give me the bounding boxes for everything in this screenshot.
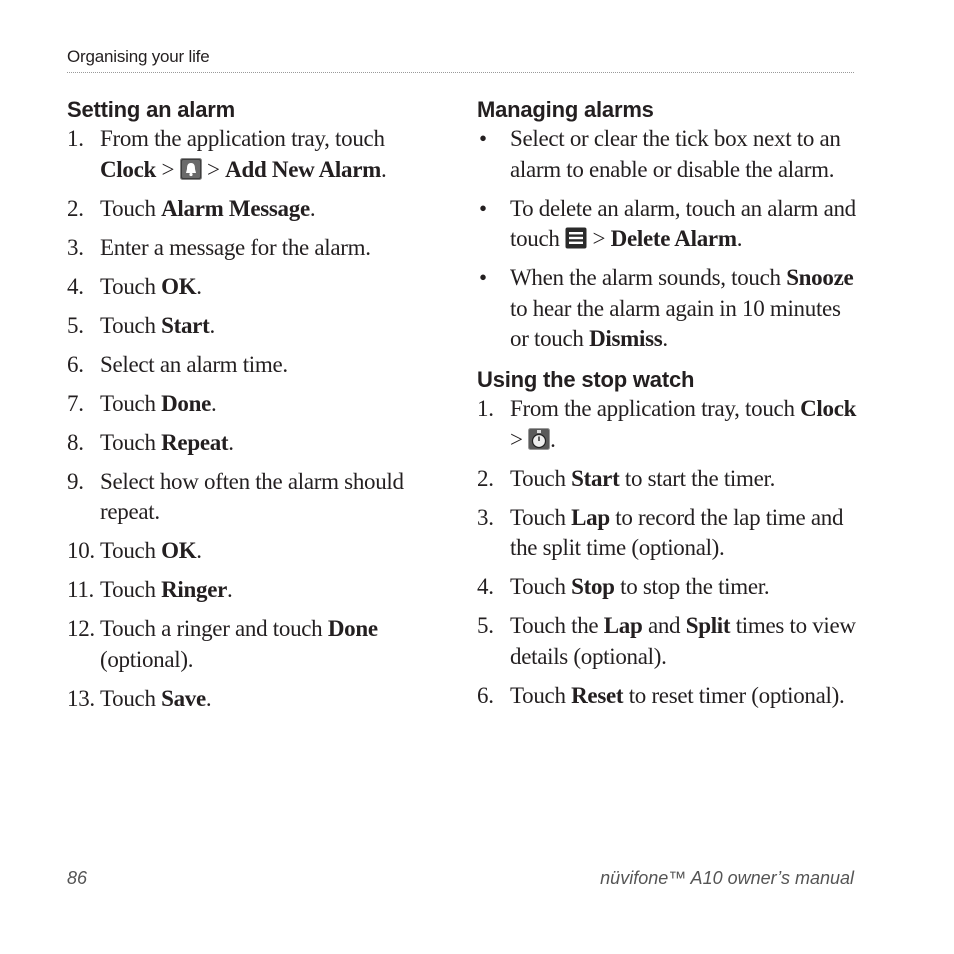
stop-watch-steps — [477, 394, 857, 711]
header-divider — [67, 72, 854, 73]
list-item — [477, 503, 857, 564]
step-bold: Done — [327, 616, 378, 641]
step-text: Select an alarm time. — [100, 351, 288, 377]
step-text: Touch — [510, 682, 572, 708]
running-header: Organising your life — [67, 47, 210, 66]
managing-alarms-heading: Managing alarms — [477, 97, 654, 122]
setting-alarm-steps — [67, 124, 437, 714]
list-item — [477, 394, 857, 455]
step-text: Touch — [100, 429, 162, 455]
bullet: • — [479, 195, 487, 221]
step-text: . — [381, 156, 387, 182]
step-bold: Alarm Message — [161, 195, 310, 221]
step-text: > — [510, 426, 529, 452]
bullet-text: . — [662, 326, 668, 351]
step-bold: Save — [161, 685, 206, 711]
step-text: From the application tray, touch — [510, 396, 801, 421]
step-number: 13. — [67, 685, 95, 711]
step-number: 5. — [67, 312, 84, 338]
list-item — [67, 536, 437, 567]
step-bold: Ringer — [161, 577, 228, 602]
list-item — [67, 575, 437, 606]
list-item — [477, 572, 857, 603]
step-bold: Start — [161, 312, 210, 338]
step-bold: Lap — [571, 504, 610, 530]
step-text: . — [196, 273, 202, 299]
step-text: Touch — [100, 538, 162, 563]
step-text: From the application tray, touch — [100, 126, 385, 151]
bullet-bold: Delete Alarm — [610, 226, 737, 251]
step-bold: Clock — [800, 396, 857, 421]
manual-title: nüvifone™ A10 owner’s manual — [600, 868, 854, 888]
step-text: and — [642, 613, 686, 638]
step-text: . — [209, 312, 215, 338]
step-number: 11. — [67, 577, 94, 602]
list-item — [67, 124, 437, 185]
step-text: Touch — [100, 195, 162, 221]
step-number: 8. — [67, 429, 84, 455]
page-number: 86 — [67, 868, 88, 888]
list-item — [67, 467, 437, 528]
step-text: to record the lap time and the split time (optional). — [510, 504, 844, 560]
managing-alarms-list — [477, 124, 857, 355]
step-bold: OK — [161, 273, 197, 299]
step-text: . — [205, 685, 212, 711]
step-text: Touch — [100, 390, 162, 416]
bullet-bold: Snooze — [786, 265, 854, 290]
stop-watch-heading: Using the stop watch — [477, 367, 695, 392]
list-item — [477, 464, 857, 495]
bullet-text: When the alarm sounds, touch — [510, 265, 787, 290]
bullet-text: Select or clear the tick box next to an alarm to enable or disable the alarm. — [510, 126, 841, 182]
step-number: 1. — [67, 126, 84, 151]
step-text: Touch — [100, 312, 162, 338]
list-item — [477, 263, 857, 355]
step-text: to reset timer (optional). — [623, 682, 845, 708]
step-text: . — [211, 390, 217, 416]
step-text: > — [156, 156, 180, 182]
step-bold: Clock — [100, 156, 157, 182]
left-column — [67, 96, 437, 723]
step-text: to stop the timer. — [614, 574, 770, 599]
step-number: 6. — [67, 351, 84, 377]
list-item — [477, 681, 857, 712]
bullet-text: . — [736, 226, 743, 251]
step-number: 4. — [477, 574, 494, 599]
stopwatch-icon — [528, 428, 550, 450]
step-number: 12. — [67, 616, 95, 641]
list-item — [477, 611, 857, 672]
step-number: 5. — [477, 613, 494, 638]
alarm-bell-icon — [180, 158, 202, 180]
list-item — [67, 350, 437, 381]
step-bold: Done — [161, 390, 212, 416]
step-text: Touch — [100, 685, 162, 711]
step-bold: Add New Alarm — [225, 156, 381, 182]
right-column — [477, 96, 857, 720]
step-bold: Repeat — [161, 429, 229, 455]
list-item — [67, 272, 437, 303]
step-number: 3. — [477, 504, 494, 530]
step-number: 10. — [67, 538, 95, 563]
list-item — [67, 684, 437, 715]
menu-icon — [565, 227, 587, 249]
bullet-text: > — [587, 226, 611, 251]
list-item — [477, 124, 857, 185]
step-text: . — [196, 538, 202, 563]
list-item — [67, 194, 437, 225]
step-number: 7. — [67, 390, 84, 416]
bullet: • — [479, 265, 487, 290]
step-bold: OK — [161, 538, 197, 563]
bullet-text: To delete an alarm, touch an alarm and touch — [510, 195, 856, 251]
step-bold: Split — [685, 613, 731, 638]
step-text: . — [227, 577, 233, 602]
list-item — [67, 233, 437, 264]
step-text: Touch — [510, 465, 572, 491]
step-bold: Lap — [603, 613, 643, 638]
step-text: Select how often the alarm should repeat. — [100, 468, 404, 524]
bullet-text: to hear the alarm again in 10 minutes or touch — [510, 295, 841, 351]
list-item — [67, 614, 437, 675]
list-item — [67, 428, 437, 459]
step-bold: Reset — [571, 682, 624, 708]
step-bold: Start — [571, 465, 620, 491]
step-text: . — [550, 426, 556, 452]
setting-alarm-heading: Setting an alarm — [67, 97, 235, 122]
list-item — [67, 311, 437, 342]
step-bold: Stop — [571, 574, 615, 599]
step-text: Touch — [510, 574, 572, 599]
step-text: Touch the — [510, 613, 604, 638]
step-text: Touch a ringer and touch — [100, 616, 328, 641]
step-number: 1. — [477, 396, 494, 421]
step-text: Touch — [100, 577, 162, 602]
step-text: . — [309, 195, 316, 221]
list-item — [477, 194, 857, 255]
step-text: Touch — [100, 273, 162, 299]
step-text: Enter a message for the alarm. — [100, 234, 371, 260]
bullet: • — [479, 126, 487, 151]
step-number: 6. — [477, 682, 494, 708]
step-number: 9. — [67, 468, 84, 494]
list-item — [67, 389, 437, 420]
step-text: to start the timer. — [619, 465, 776, 491]
step-number: 2. — [67, 195, 84, 221]
step-text: times to view details (optional). — [510, 613, 856, 669]
step-number: 2. — [477, 465, 494, 491]
bullet-bold: Dismiss — [589, 326, 663, 351]
step-text: . — [228, 429, 234, 455]
step-number: 3. — [67, 234, 84, 260]
step-text: (optional). — [100, 646, 194, 672]
step-text: > — [201, 156, 226, 182]
step-number: 4. — [67, 273, 84, 299]
step-text: Touch — [510, 504, 572, 530]
